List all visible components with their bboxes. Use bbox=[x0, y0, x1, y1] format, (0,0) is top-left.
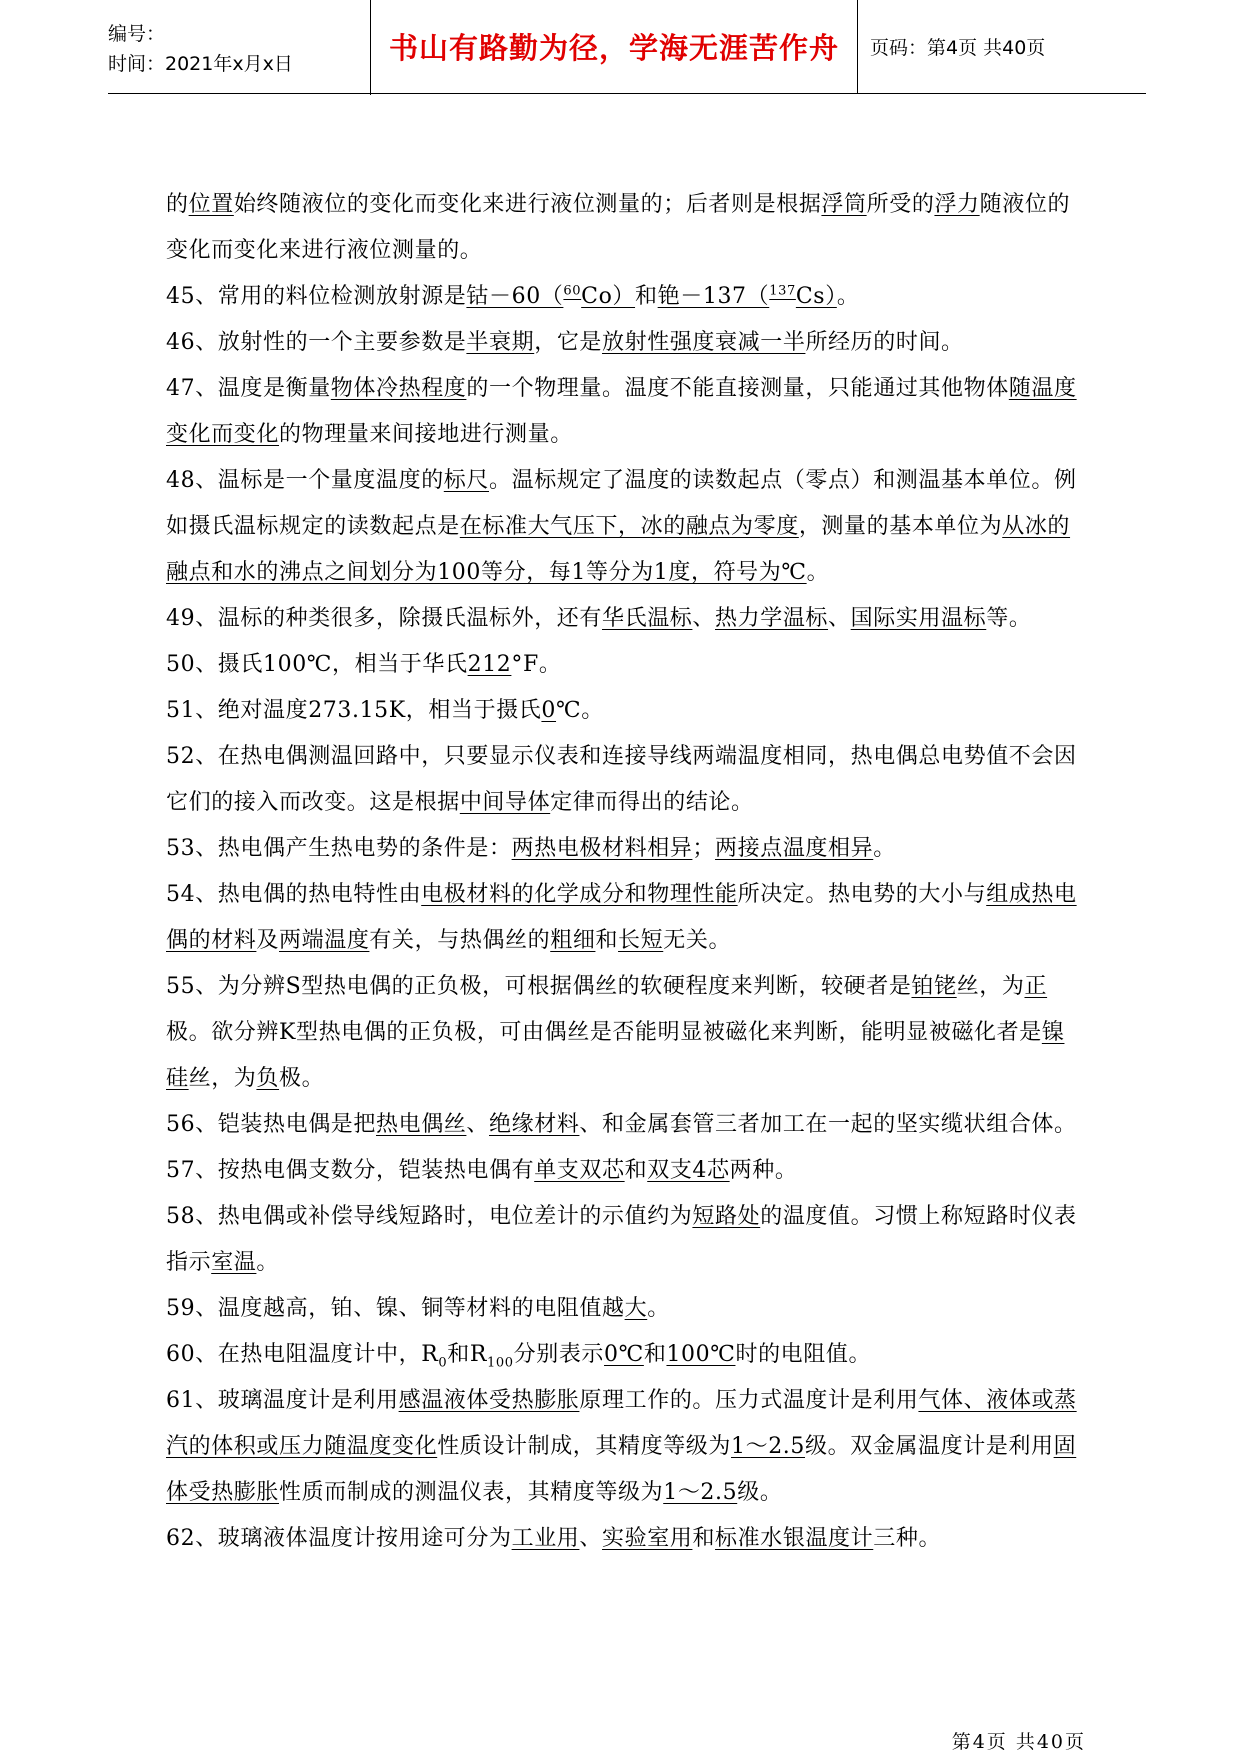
answer-blank: 华氏温标 bbox=[602, 606, 693, 631]
paragraph-text: 随液位的变化而变化来进行液位测量的。 bbox=[166, 192, 1071, 263]
paragraph-text: 所经历的时间。 bbox=[805, 330, 964, 355]
paragraph-text: 56、铠装热电偶是把 bbox=[166, 1112, 376, 1137]
qa-paragraph bbox=[166, 734, 1086, 826]
paragraph-text: 62、玻璃液体温度计按用途可分为 bbox=[166, 1526, 512, 1551]
paragraph-text: 。 bbox=[806, 560, 830, 585]
paragraph-text: 定律而得出的结论。 bbox=[550, 790, 754, 815]
paragraph-text: ，测量的基本单位为 bbox=[798, 514, 1003, 539]
answer-blank: 随温度变化而变化 bbox=[166, 376, 1077, 447]
paragraph-text: 性质而制成的测温仪表，其精度等级为 bbox=[279, 1480, 664, 1505]
answer-blank: 粗细 bbox=[550, 928, 596, 953]
qa-paragraph bbox=[166, 596, 1086, 642]
answer-blank: 钴－60（ bbox=[466, 284, 564, 309]
answer-blank: 室温 bbox=[211, 1250, 257, 1275]
answer-blank: 热电偶丝 bbox=[376, 1112, 467, 1137]
answer-blank: 铯－137（ bbox=[657, 284, 770, 309]
header-center-cell bbox=[371, 0, 858, 93]
paragraph-text: 和 bbox=[635, 284, 658, 309]
isotope-superscript: 60 bbox=[563, 283, 582, 299]
answer-blank: 两接点温度相异 bbox=[715, 836, 874, 861]
answer-blank: 100℃ bbox=[666, 1342, 736, 1367]
paragraph-text: 有关，与热偶丝的 bbox=[369, 928, 551, 953]
answer-blank: 国际实用温标 bbox=[850, 606, 987, 631]
paragraph-text: 原理工作的。压力式温度计是利用 bbox=[579, 1388, 919, 1413]
paragraph-text: 54、热电偶的热电特性由 bbox=[166, 882, 422, 907]
paragraph-text: 49、温标的种类很多，除摄氏温标外，还有 bbox=[166, 606, 602, 631]
subscript-text: 0 bbox=[438, 1355, 448, 1371]
paragraph-text: 45、常用的料位检测放射源是 bbox=[166, 284, 467, 309]
paragraph-text: 无关。 bbox=[663, 928, 732, 953]
document-date-label: 时间：2021年x月x日 bbox=[108, 52, 293, 75]
answer-blank: 单支双芯 bbox=[534, 1158, 625, 1183]
answer-blank: 0 bbox=[541, 698, 557, 723]
qa-paragraph bbox=[166, 1102, 1086, 1148]
paragraph-text: 等。 bbox=[986, 606, 1032, 631]
paragraph-text: 的物理量来间接地进行测量。 bbox=[279, 422, 573, 447]
paragraph-text: 和 bbox=[692, 1526, 716, 1551]
qa-paragraph bbox=[166, 274, 1086, 320]
paragraph-text: 及 bbox=[256, 928, 280, 953]
answer-blank: 从冰的融点和水的沸点之间划分为100等分，每1等分为1度，符号为℃ bbox=[166, 514, 1071, 585]
answer-blank: 镍硅 bbox=[166, 1020, 1065, 1091]
answer-blank: 浮力 bbox=[934, 192, 980, 217]
answer-blank: 212 bbox=[467, 652, 512, 677]
answer-blank: 大 bbox=[624, 1296, 648, 1321]
paragraph-text: 53、热电偶产生热电势的条件是： bbox=[166, 836, 512, 861]
answer-blank: 工业用 bbox=[511, 1526, 580, 1551]
answer-blank: Co） bbox=[581, 284, 636, 309]
answer-blank: 中间导体 bbox=[459, 790, 551, 815]
document-number-label: 编号： bbox=[108, 22, 166, 45]
answer-blank: 标尺 bbox=[443, 468, 489, 493]
paragraph-text: 。温标规定了温度的读数起点（零点）和测温基本单位。例如摄氏温标规定的读数起点是 bbox=[166, 468, 1077, 539]
qa-paragraph bbox=[166, 1194, 1086, 1286]
paragraph-text: 47、温度是衡量 bbox=[166, 376, 331, 401]
paragraph-text: 级。 bbox=[737, 1480, 783, 1505]
paragraph-text: 52、在热电偶测温回路中，只要显示仪表和连接导线两端温度相同，热电偶总电势值不会因它们的接入而改变。这是根据 bbox=[166, 744, 1077, 815]
paragraph-text: 所决定。热电势的大小与 bbox=[737, 882, 987, 907]
page-footer: 第4页 共40页 bbox=[951, 1731, 1086, 1753]
answer-blank: 半衰期 bbox=[466, 330, 535, 355]
paragraph-text: 60、在热电阻温度计中，R bbox=[166, 1342, 439, 1367]
paragraph-text: 59、温度越高，铂、镍、铜等材料的电阻值越 bbox=[166, 1296, 625, 1321]
qa-paragraph bbox=[166, 366, 1086, 458]
answer-blank: 组成热电偶的材料 bbox=[166, 882, 1077, 953]
header-left-cell bbox=[108, 0, 371, 95]
answer-blank: 两热电极材料相异 bbox=[511, 836, 693, 861]
answer-blank: 在标准大气压下，冰的融点为零度 bbox=[459, 514, 799, 539]
answer-blank: 放射性强度衰减一半 bbox=[602, 330, 806, 355]
qa-paragraph bbox=[166, 872, 1086, 964]
paragraph-text: 。 bbox=[873, 836, 896, 861]
qa-paragraph bbox=[166, 642, 1086, 688]
paragraph-text: 。 bbox=[836, 284, 860, 309]
paragraph-text: 。 bbox=[256, 1250, 280, 1275]
subscript-text: 100 bbox=[487, 1355, 514, 1371]
answer-blank: 热力学温标 bbox=[715, 606, 829, 631]
paragraph-text: ，它是 bbox=[534, 330, 603, 355]
paragraph-text: 时的电阻值。 bbox=[735, 1342, 872, 1367]
paragraph-text: 55、为分辨S型热电偶的正负极，可根据偶丝的软硬程度来判断，较硬者是 bbox=[166, 974, 912, 999]
qa-paragraph bbox=[166, 1148, 1086, 1194]
header-motto: 书山有路勤为径，学海无涯苦作舟 bbox=[388, 31, 839, 65]
answer-blank: 浮筒 bbox=[821, 192, 867, 217]
answer-blank: 电极材料的化学成分和物理性能 bbox=[421, 882, 738, 907]
qa-paragraph bbox=[166, 182, 1086, 274]
paragraph-text: 、 bbox=[466, 1112, 490, 1137]
paragraph-text: 和R bbox=[447, 1342, 487, 1367]
answer-blank: 气体、液体或蒸汽的体积或压力随温度变化 bbox=[166, 1388, 1077, 1459]
header-page-info: 页码：第4页 共40页 bbox=[870, 37, 1046, 59]
paragraph-text: 57、按热电偶支数分，铠装热电偶有 bbox=[166, 1158, 535, 1183]
answer-blank: 实验室用 bbox=[602, 1526, 693, 1551]
qa-paragraph bbox=[166, 1286, 1086, 1332]
paragraph-text: °F。 bbox=[511, 652, 562, 677]
paragraph-text: 的温度值。习惯上称短路时仪表指示 bbox=[166, 1204, 1077, 1275]
paragraph-text: 51、绝对温度273.15K，相当于摄氏 bbox=[166, 698, 542, 723]
paragraph-text: 和 bbox=[643, 1342, 667, 1367]
answer-blank: 物体冷热程度 bbox=[330, 376, 467, 401]
paragraph-text: 极。 bbox=[279, 1066, 325, 1091]
answer-blank: 1～2.5 bbox=[731, 1434, 806, 1459]
paragraph-text: 58、热电偶或补偿导线短路时，电位差计的示值约为 bbox=[166, 1204, 693, 1229]
answer-blank: 感温液体受热膨胀 bbox=[398, 1388, 580, 1413]
paragraph-text: 46、放射性的一个主要参数是 bbox=[166, 330, 467, 355]
paragraph-text: 。 bbox=[647, 1296, 670, 1321]
header-right-cell bbox=[858, 0, 1146, 93]
paragraph-text: 和 bbox=[624, 1158, 648, 1183]
paragraph-text: 50、摄氏100℃，相当于华氏 bbox=[166, 652, 468, 677]
answer-blank: 标准水银温度计 bbox=[715, 1526, 874, 1551]
paragraph-text: 所受的 bbox=[866, 192, 935, 217]
answer-blank: 1～2.5 bbox=[663, 1480, 738, 1505]
answer-blank: 铂铑 bbox=[911, 974, 957, 999]
answer-blank: 双支4芯 bbox=[647, 1158, 730, 1183]
document-body bbox=[166, 182, 1086, 1562]
paragraph-text: 、 bbox=[579, 1526, 603, 1551]
paragraph-text: 级。双金属温度计是利用 bbox=[805, 1434, 1054, 1459]
qa-paragraph bbox=[166, 458, 1086, 596]
paragraph-text: 48、温标是一个量度温度的 bbox=[166, 468, 444, 493]
paragraph-text: 三种。 bbox=[873, 1526, 942, 1551]
paragraph-text: 、 bbox=[828, 606, 851, 631]
paragraph-text: 分别表示 bbox=[513, 1342, 605, 1367]
paragraph-text: 性质设计制成，其精度等级为 bbox=[437, 1434, 732, 1459]
answer-blank: 0℃ bbox=[604, 1342, 644, 1367]
qa-paragraph bbox=[166, 320, 1086, 366]
answer-blank: 长短 bbox=[618, 928, 664, 953]
answer-blank: 短路处 bbox=[692, 1204, 761, 1229]
qa-paragraph bbox=[166, 688, 1086, 734]
qa-paragraph bbox=[166, 964, 1086, 1102]
answer-blank: 负 bbox=[256, 1066, 280, 1091]
qa-paragraph bbox=[166, 826, 1086, 872]
qa-paragraph bbox=[166, 1332, 1086, 1378]
paragraph-text: 、 bbox=[692, 606, 716, 631]
qa-paragraph bbox=[166, 1516, 1086, 1562]
paragraph-text: 和 bbox=[595, 928, 619, 953]
answer-blank: 位置 bbox=[188, 192, 234, 217]
paragraph-text: 极。欲分辨K型热电偶的正负极，可由偶丝是否能明显被磁化来判断，能明显被磁化者是 bbox=[166, 1020, 1042, 1045]
paragraph-text: 的一个物理量。温度不能直接测量，只能通过其他物体 bbox=[466, 376, 1009, 401]
page-header bbox=[108, 0, 1146, 94]
paragraph-text: 、和金属套管三者加工在一起的坚实缆状组合体。 bbox=[579, 1112, 1077, 1137]
isotope-superscript: 137 bbox=[769, 283, 796, 299]
paragraph-text: ℃。 bbox=[556, 698, 604, 723]
paragraph-text: 始终随液位的变化而变化来进行液位测量的；后者则是根据 bbox=[233, 192, 822, 217]
paragraph-text: 丝，为 bbox=[956, 974, 1025, 999]
paragraph-text: 两种。 bbox=[729, 1158, 798, 1183]
answer-blank: Cs） bbox=[795, 284, 837, 309]
qa-paragraph bbox=[166, 1378, 1086, 1516]
answer-blank: 固体受热膨胀 bbox=[166, 1434, 1077, 1505]
answer-blank: 正 bbox=[1024, 974, 1048, 999]
paragraph-text: ； bbox=[692, 836, 716, 861]
paragraph-text: 的 bbox=[166, 192, 189, 217]
paragraph-text: 丝，为 bbox=[188, 1066, 257, 1091]
answer-blank: 绝缘材料 bbox=[489, 1112, 580, 1137]
answer-blank: 两端温度 bbox=[279, 928, 370, 953]
paragraph-text: 61、玻璃温度计是利用 bbox=[166, 1388, 399, 1413]
